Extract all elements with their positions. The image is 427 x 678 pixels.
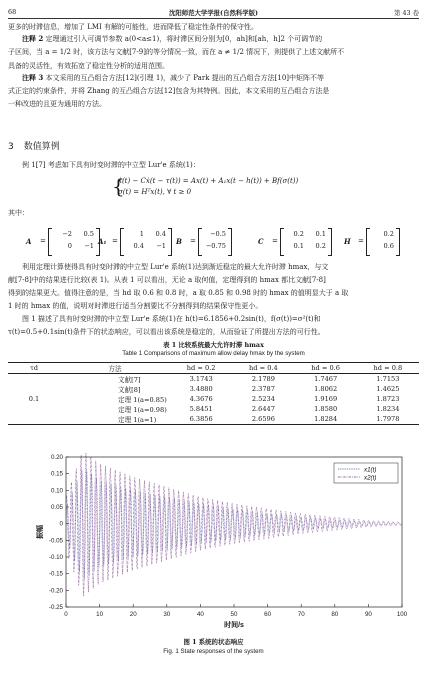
y-tick-label: 0.10 — [50, 487, 63, 495]
value-cell: 3.1743 — [189, 375, 213, 383]
legend-label: x1(t) — [364, 466, 377, 474]
matrix-entry: 0 — [67, 242, 72, 250]
section-heading — [8, 139, 70, 152]
matrix-entry: −0.5 — [209, 230, 226, 238]
tau-d-cell — [8, 404, 60, 414]
value-cell: 1.4625 — [376, 385, 400, 393]
matrix-definitions — [26, 228, 416, 258]
matrix-name: A — [26, 237, 32, 246]
note-3-line3: 一种改进的且更为通用的方法。 — [8, 100, 106, 108]
value-cell: 1.8234 — [376, 405, 400, 413]
section-number: 3 — [8, 142, 14, 152]
matrix-name: H — [344, 237, 351, 246]
equation-line1: ẋ(t) − Cẋ(t − τ(t)) = Ax(t) + A₁x(t − h(t)) + Bf(σ(t)) — [118, 177, 299, 185]
example-intro-text: 例 1[7] 考虑如下具有时变时滞的中立型 Lur'e 系统(1)： — [22, 161, 200, 169]
table-header: 方法 — [108, 365, 122, 373]
volume-label: 第 43 卷 — [394, 9, 419, 17]
table-row — [8, 414, 419, 425]
method-cell: 文献[8] — [118, 386, 141, 394]
compare-line1-text: 利用定理计算使得具有时变时滞的中立型 Lur'e 系统(1)达到渐近稳定的最大允许时滞 hmax，与文 — [22, 263, 329, 271]
equation-brace: { — [112, 174, 125, 198]
value-cell: 1.9169 — [314, 395, 338, 403]
state-response-chart — [36, 453, 414, 631]
y-tick-label: -0.05 — [48, 537, 63, 545]
note-3-line1: 本文采用的互凸组合方法[12](引理 1)，减少了 Park 提出的互凸组合方法[10]中矩阵不等 — [45, 74, 325, 82]
y-tick-label: -0.25 — [48, 604, 63, 611]
page-number: 68 — [8, 8, 17, 16]
matrix-equals: = — [272, 237, 278, 245]
value-cell: 2.1789 — [251, 375, 275, 383]
value-cell: 1.7467 — [314, 375, 338, 383]
figure-para-line1-text: 图 1 描述了具有时变时滞的中立型 Lur'e 系统(1)在 h(t)=6.1856+0.2sin(t)，f(σ(t))=σ²(t)和 — [22, 315, 321, 323]
figure-caption-en: Fig. 1 State responses of the system — [163, 648, 264, 655]
where-label: 其中： — [8, 209, 29, 217]
value-cell: 2.5234 — [251, 395, 275, 403]
matrix-bracket-right — [168, 228, 172, 256]
note-2-label: 注释 2 — [22, 34, 44, 43]
value-cell: 1.8580 — [314, 405, 338, 413]
matrix-entry: 0.4 — [155, 230, 166, 238]
table-caption-cn: 表 1 比较系统最大允许时滞 hmax — [163, 341, 264, 349]
matrix-entry: −1 — [84, 242, 94, 250]
x-tick-label: 100 — [396, 611, 408, 618]
matrix-entry: 0.2 — [293, 230, 304, 238]
y-tick-label: -0.20 — [48, 587, 63, 595]
value-cell: 1.7153 — [376, 375, 400, 383]
x-tick-label: 10 — [96, 611, 104, 618]
y-tick-label: 0 — [59, 520, 63, 528]
note-2-line3: 具备的灵活性，有效拓宽了稳定性分析的适用范围。 — [8, 62, 169, 70]
value-cell: 6.3856 — [189, 415, 213, 423]
tau-d-cell — [8, 374, 60, 385]
y-tick-label: -0.10 — [48, 554, 63, 561]
legend-label: x2(t) — [364, 474, 377, 482]
method-cell: 定理 1(a=1) — [118, 416, 157, 424]
section-title: 数值算例 — [23, 142, 60, 152]
x-tick-label: 50 — [230, 611, 238, 618]
matrix-entry: 0.5 — [83, 230, 94, 238]
matrix-entry: 0.2 — [383, 230, 394, 238]
value-cell: 2.6447 — [251, 405, 275, 413]
note-2-line2: 子区间，当 a = 1/2 时，该方法与文献[7-9]的等分情况一致，而在 a ≠ 1/2 情况下，则提供了上述文献所不 — [8, 48, 345, 56]
matrix-name: B — [176, 237, 182, 246]
table-row — [8, 404, 419, 414]
x-axis-label: 时间/s — [224, 622, 244, 629]
matrix-entry: −2 — [62, 230, 72, 238]
matrix-entry: 0.1 — [315, 230, 326, 238]
table-header: τd — [30, 364, 38, 372]
value-cell: 4.3676 — [189, 395, 213, 403]
x-tick-label: 60 — [264, 611, 272, 618]
x-tick-label: 30 — [163, 611, 171, 618]
note-3-label: 注释 3 — [22, 73, 44, 82]
value-cell: 3.4880 — [189, 385, 213, 393]
matrix-entry: 0.1 — [293, 242, 304, 250]
matrix-equals: = — [40, 237, 46, 245]
matrix-entry: 0.2 — [315, 242, 326, 250]
y-tick-label: 0.20 — [50, 454, 63, 461]
table-header: hd = 0.2 — [186, 364, 216, 372]
matrix-entry: −1 — [156, 242, 166, 250]
note-2-line1: 定理通过引入可调节参数 a(0<a≤1)，将时滞区间分别为[0，ah]和[ah，h]2 个可调节的 — [45, 35, 323, 43]
table-row — [8, 394, 419, 404]
y-tick-label: 0.15 — [50, 470, 63, 478]
matrix-entry: −0.75 — [205, 242, 226, 250]
table-row — [8, 384, 419, 394]
table-header-row — [8, 363, 419, 374]
note-3 — [8, 73, 419, 83]
comparison-table — [8, 362, 419, 425]
value-cell: 1.8723 — [376, 395, 400, 403]
compare-para-line1 — [8, 262, 419, 272]
y-tick-label: -0.15 — [48, 570, 63, 578]
note-3-line2: 式正定的约束条件，并将 Zhang 的互凸组合方法[12]包含为其特例。因此，本文采用的互凸组合方法是 — [8, 87, 330, 95]
y-axis-label: 振幅 — [37, 525, 44, 539]
x-tick-label: 40 — [196, 611, 204, 618]
x-tick-label: 0 — [64, 611, 68, 618]
table-header: hd = 0.6 — [311, 364, 340, 372]
note-2 — [8, 34, 419, 44]
matrix-name: A₁ — [98, 237, 107, 246]
journal-name: 沈阳师范大学学报(自然科学版) — [168, 9, 259, 17]
matrix-name: C — [258, 237, 264, 246]
matrix-equals: = — [112, 237, 118, 245]
tau-d-cell — [8, 414, 60, 425]
equation-line2: σ(t) = Hᵀx(t), ∀ t ≥ 0 — [118, 188, 192, 196]
figure-para-line2: τ(t)=0.5+0.1sin(t)条件下的状态响应，可以看出该系统是稳定的，从而验证了所提出方法的可行性。 — [8, 328, 325, 336]
x-tick-label: 70 — [297, 611, 305, 618]
value-cell: 1.7978 — [376, 415, 400, 423]
value-cell: 5.8451 — [189, 405, 213, 413]
matrix-bracket-right — [328, 228, 332, 256]
matrix-entry: 0.4 — [133, 242, 144, 250]
tau-d-cell: 0.1 — [28, 395, 40, 403]
tau-d-cell — [8, 384, 60, 394]
example-intro — [8, 160, 419, 170]
matrix-entry: 1 — [139, 230, 144, 238]
compare-para-line3: 得到的结果更大。值得注意的是，当 hd 取 0.6 和 0.8 时，a 取 0.85 和 0.98 时的 hmax 的值明显大于 a 取 — [8, 289, 349, 297]
matrix-bracket-right — [228, 228, 232, 256]
matrix-equals: = — [190, 237, 196, 245]
value-cell: 2.3787 — [251, 385, 275, 393]
method-cell: 文献[7] — [118, 376, 141, 384]
matrix-equals: = — [358, 237, 364, 245]
method-cell: 定理 1(a=0.85) — [118, 396, 167, 404]
x-tick-label: 20 — [129, 611, 137, 618]
matrix-bracket-right — [396, 228, 400, 256]
running-header — [8, 6, 419, 19]
value-cell: 1.8062 — [314, 385, 338, 393]
figure-caption-cn: 图 1 系统的状态响应 — [183, 638, 244, 646]
value-cell: 1.8284 — [314, 415, 338, 423]
compare-para-line2: 献[7-8]中的结果进行比较(表 1)。从表 1 可以看出，无论 a 取何值，定理得到的 hmax 都比文献[7-8] — [8, 276, 326, 284]
x-tick-label: 90 — [364, 611, 372, 618]
x-tick-label: 80 — [331, 611, 339, 618]
table-caption-en: Table 1 Comparisons of maximum allow delay hmax by the system — [122, 350, 305, 357]
matrix-entry: 0.6 — [383, 242, 394, 250]
table-header: hd = 0.8 — [373, 364, 403, 372]
system-equation — [112, 174, 299, 198]
value-cell: 2.6596 — [251, 415, 275, 423]
compare-para-line4: 1 时的 hmax 的值，说明对时滞进行适当分割要比不分割得到的结果保守性更小。 — [8, 302, 263, 310]
table-header: hd = 0.4 — [249, 364, 278, 372]
figure-para-line1 — [8, 314, 419, 324]
table-row — [8, 374, 419, 385]
method-cell: 定理 1(a=0.98) — [118, 406, 167, 414]
intro-line: 更多的时滞信息，增加了 LMI 有解的可能性，进而降低了稳定性条件的保守性。 — [8, 23, 259, 31]
y-tick-label: 0.05 — [50, 504, 63, 511]
